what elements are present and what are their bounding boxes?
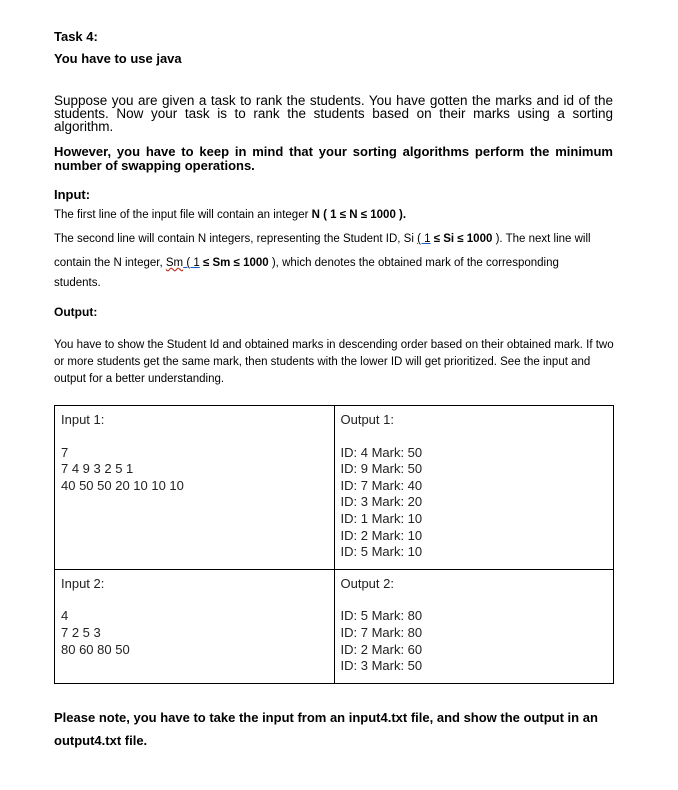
output-2-line: ID: 5 Mark: 80: [340, 608, 423, 624]
input-cell-2: [55, 569, 335, 683]
output-2-line: ID: 7 Mark: 80: [340, 624, 423, 640]
input-desc-line-4: students.: [54, 277, 101, 289]
output-label-1: Output 1:: [340, 412, 394, 427]
output-cell-2: [334, 569, 614, 683]
output-2-line: ID: 3 Mark: 50: [340, 658, 423, 674]
output-2-line: ID: 2 Mark: 60: [340, 641, 423, 657]
input-2-line: 7 2 5 3: [61, 624, 101, 640]
input-2-line: 80 60 80 50: [61, 641, 130, 657]
output-heading: Output:: [54, 305, 98, 319]
task-title: Task 4:: [54, 29, 98, 44]
input-desc-line-1: The first line of the input file will contain an integer N ( 1 ≤ N ≤ 1000 ).: [54, 209, 407, 221]
warning-paragraph: However, you have to keep in mind that your sorting algorithms perform the minimum number of swapping operations.: [54, 144, 613, 173]
output-1-line: ID: 5 Mark: 10: [340, 544, 423, 560]
output-1-line: ID: 4 Mark: 50: [340, 444, 423, 460]
examples-table: [54, 405, 614, 684]
output-cell-1: [334, 406, 614, 570]
output-1-line: ID: 1 Mark: 10: [340, 510, 423, 526]
output-label-2: Output 2:: [340, 575, 394, 591]
input-desc-line-2: The second line will contain N integers, representing the Student ID, Si ( 1 ≤ Si ≤ 1000 ). The next line will: [54, 233, 591, 245]
output-1-line: ID: 2 Mark: 10: [340, 527, 423, 543]
example-row-1: [55, 406, 614, 570]
intro-paragraph: Suppose you are given a task to rank the students. You have gotten the marks and id of the students. Now your task is to rank the students based on their marks using a sorting algorithm.: [54, 93, 613, 134]
output-paragraph: You have to show the Student Id and obtained marks in descending order based on their obtained mark. If two or more students get the same mark, then students with the lower ID will get prioritized. See the input and output for a better understanding.: [54, 339, 614, 385]
language-requirement: You have to use java: [54, 51, 182, 66]
input-cell-1: [55, 406, 335, 570]
input-1-line: 40 50 50 20 10 10 10: [61, 477, 184, 493]
output-1-line: ID: 7 Mark: 40: [340, 477, 423, 493]
input-desc-line-3: contain the N integer, Sm ( 1 ≤ Sm ≤ 1000 ), which denotes the obtained mark of the corresponding: [54, 257, 559, 269]
input-1-line: 7 4 9 3 2 5 1: [61, 461, 134, 477]
input-label-1: Input 1:: [61, 412, 105, 427]
input-2-line: 4: [61, 608, 69, 624]
file-io-note: Please note, you have to take the input from an input4.txt file, and show the output in an output4.txt file.: [54, 710, 598, 748]
input-heading: Input:: [54, 187, 91, 202]
input-label-2: Input 2:: [61, 575, 105, 591]
input-1-line: 7: [61, 444, 69, 460]
output-1-line: ID: 9 Mark: 50: [340, 461, 423, 477]
example-row-2: [55, 569, 614, 683]
output-1-line: ID: 3 Mark: 20: [340, 494, 423, 510]
